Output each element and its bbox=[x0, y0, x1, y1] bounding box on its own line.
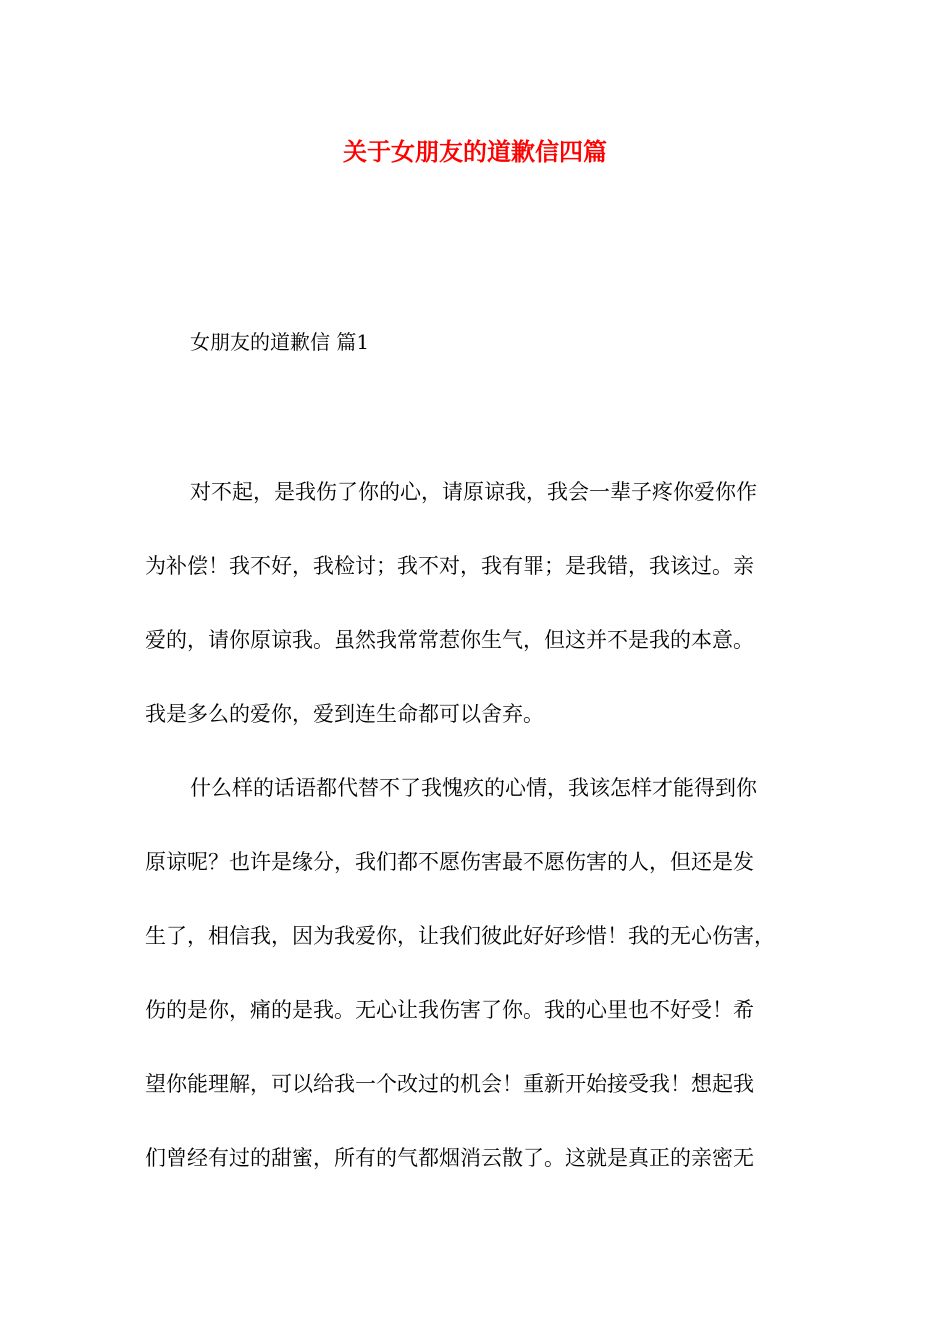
section-heading: 女朋友的道歉信 篇1 bbox=[190, 330, 370, 354]
paragraph-2-line-2: 原谅呢？也许是缘分，我们都不愿伤害最不愿伤害的人，但还是发 bbox=[145, 850, 754, 874]
paragraph-2-line-5: 望你能理解，可以给我一个改过的机会！重新开始接受我！想起我 bbox=[145, 1072, 754, 1096]
document-title: 关于女朋友的道歉信四篇 bbox=[343, 137, 607, 166]
paragraph-1-line-4: 我是多么的爱你，爱到连生命都可以舍弃。 bbox=[145, 702, 544, 726]
paragraph-1-line-2: 为补偿！我不好，我检讨；我不对，我有罪；是我错，我该过。亲 bbox=[145, 554, 754, 578]
paragraph-2-line-1: 什么样的话语都代替不了我愧疚的心情，我该怎样才能得到你 bbox=[190, 776, 757, 800]
paragraph-1-line-1: 对不起，是我伤了你的心，请原谅我，我会一辈子疼你爱你作 bbox=[190, 480, 757, 504]
paragraph-1-line-3: 爱的，请你原谅我。虽然我常常惹你生气，但这并不是我的本意。 bbox=[145, 628, 754, 652]
paragraph-2-line-6: 们曾经有过的甜蜜，所有的气都烟消云散了。这就是真正的亲密无 bbox=[145, 1146, 754, 1170]
paragraph-2-line-4: 伤的是你，痛的是我。无心让我伤害了你。我的心里也不好受！希 bbox=[145, 998, 754, 1022]
body-text bbox=[145, 472, 805, 1212]
paragraph-2-line-3: 生了，相信我，因为我爱你，让我们彼此好好珍惜！我的无心伤害， bbox=[145, 924, 775, 948]
